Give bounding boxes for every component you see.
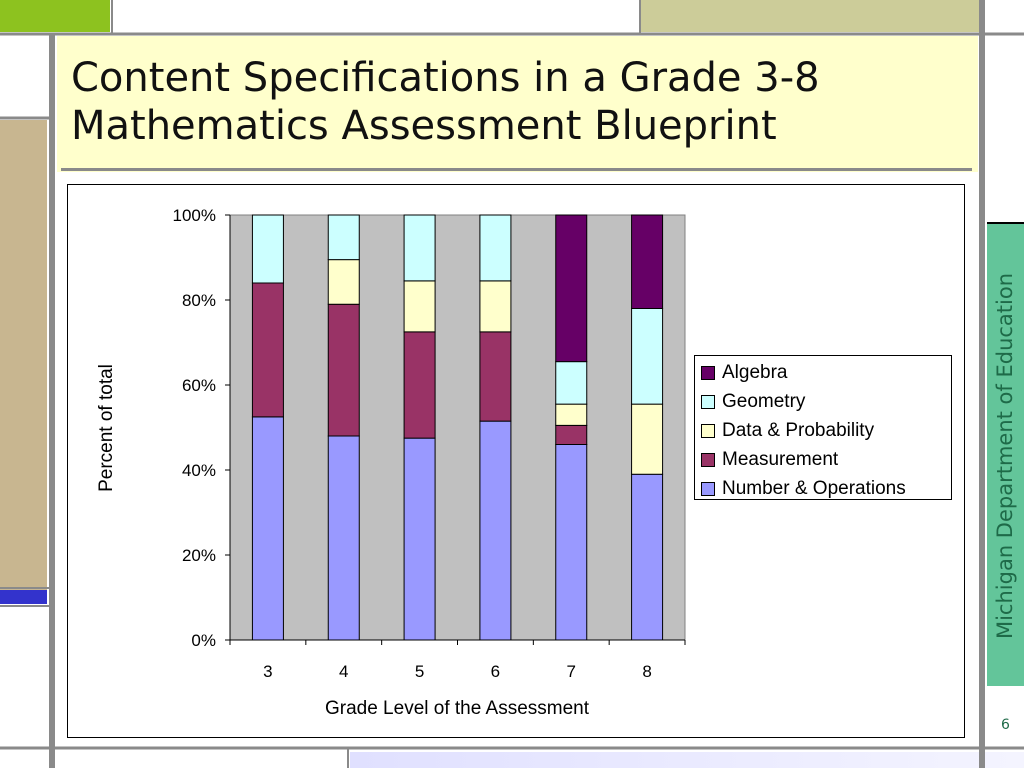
legend-label: Data & Probability	[722, 419, 875, 441]
bar-segment-measurement-grade-7	[556, 425, 587, 444]
x-axis-label: Grade Level of the Assessment	[324, 698, 590, 719]
legend-swatch	[701, 395, 715, 409]
bar-segment-measurement-grade-5	[404, 332, 435, 438]
page-number: 6	[1001, 717, 1010, 733]
x-tick-label: 8	[642, 662, 652, 681]
y-axis-label: Percent of total	[96, 364, 117, 492]
x-tick-label: 4	[339, 662, 349, 681]
legend-swatch	[701, 453, 715, 467]
bar-segment-algebra-grade-7	[556, 215, 587, 362]
bar-segment-number-operations-grade-4	[328, 436, 359, 640]
plot-area	[230, 215, 685, 640]
legend-swatch	[701, 482, 715, 496]
bar-segment-geometry-grade-7	[556, 362, 587, 405]
bar-segment-measurement-grade-4	[328, 304, 359, 436]
legend-label: Measurement	[722, 448, 839, 470]
x-tick-label: 7	[566, 662, 576, 681]
bar-segment-geometry-grade-4	[328, 215, 359, 260]
slide-title	[71, 54, 971, 150]
y-tick-label: 80%	[181, 291, 216, 310]
legend-label: Algebra	[722, 361, 788, 383]
bar-segment-number-operations-grade-7	[556, 445, 587, 641]
bar-segment-measurement-grade-6	[480, 332, 511, 421]
slide-title-line2: Mathematics Assessment Blueprint	[71, 103, 777, 149]
bar-segment-number-operations-grade-8	[632, 474, 663, 640]
legend-item	[701, 474, 951, 503]
y-tick-label: 60%	[181, 376, 216, 395]
y-tick-label: 0%	[191, 631, 216, 650]
legend-item	[701, 416, 951, 445]
legend-label: Geometry	[722, 390, 806, 412]
legend-swatch	[701, 366, 715, 380]
bar-segment-data-probability-grade-8	[632, 404, 663, 474]
bar-segment-measurement-grade-3	[252, 283, 283, 417]
title-area	[57, 36, 978, 172]
bar-segment-geometry-grade-8	[632, 309, 663, 405]
legend-item	[701, 387, 951, 416]
legend-swatch	[701, 424, 715, 438]
x-tick-label: 3	[263, 662, 273, 681]
organization-name: Michigan Department of Education	[993, 272, 1017, 640]
title-underline	[61, 168, 972, 171]
x-tick-label: 6	[490, 662, 501, 681]
bar-segment-number-operations-grade-5	[404, 438, 435, 640]
legend-item	[701, 358, 951, 387]
bar-segment-data-probability-grade-4	[328, 260, 359, 305]
bar-segment-number-operations-grade-6	[480, 421, 511, 640]
bar-segment-data-probability-grade-5	[404, 281, 435, 332]
bar-segment-geometry-grade-3	[252, 215, 283, 283]
bar-segment-geometry-grade-6	[480, 215, 511, 281]
chart-legend	[694, 355, 952, 500]
legend-item	[701, 445, 951, 474]
bar-segment-algebra-grade-8	[632, 215, 663, 309]
y-tick-label: 100%	[172, 206, 216, 225]
y-tick-label: 40%	[181, 461, 216, 480]
x-tick-label: 5	[414, 662, 425, 681]
bar-segment-data-probability-grade-6	[480, 281, 511, 332]
bar-segment-data-probability-grade-7	[556, 404, 587, 425]
y-tick-label: 20%	[181, 546, 216, 565]
bar-segment-number-operations-grade-3	[252, 417, 283, 640]
legend-label: Number & Operations	[722, 477, 906, 499]
slide-title-line1: Content Specifications in a Grade 3-8	[71, 55, 820, 101]
bar-segment-geometry-grade-5	[404, 215, 435, 281]
